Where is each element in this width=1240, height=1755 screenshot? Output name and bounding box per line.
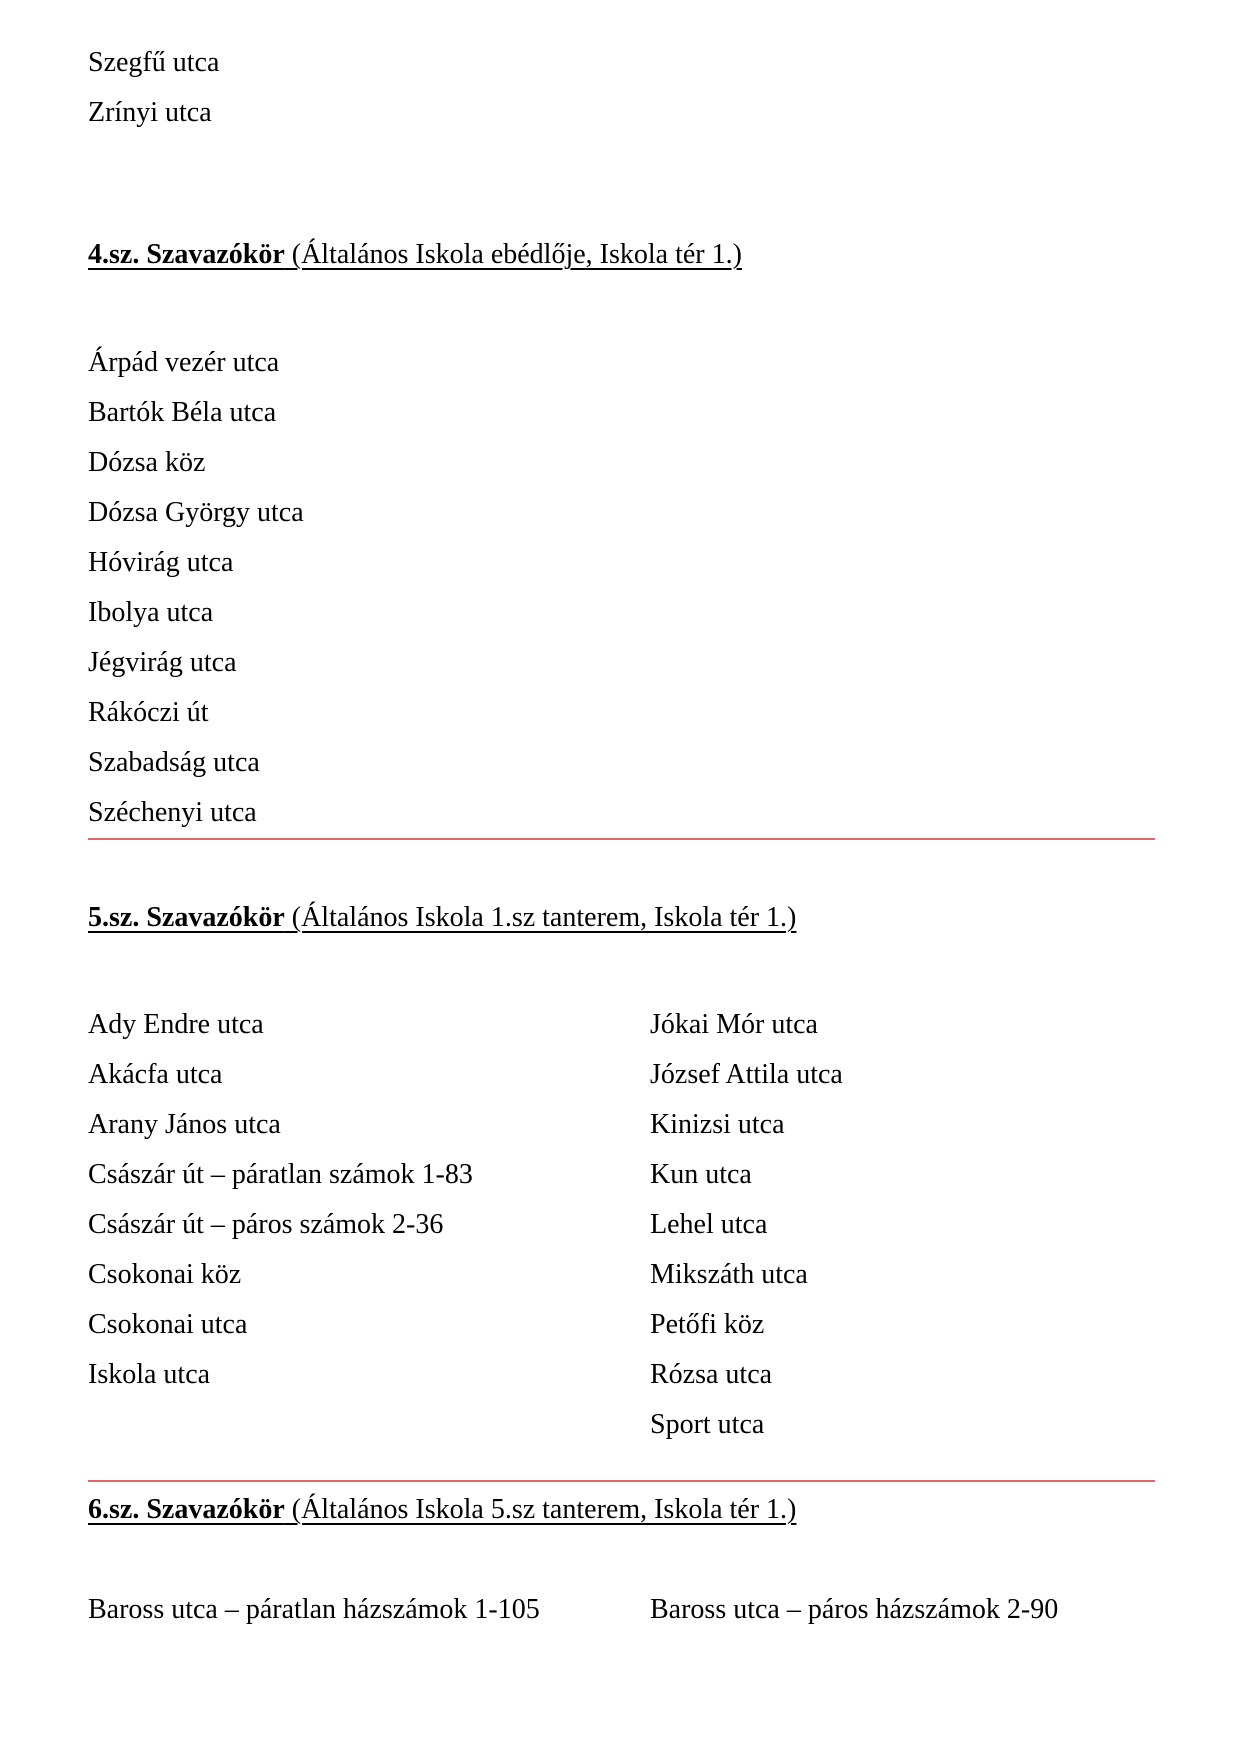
street-item: Bartók Béla utca — [88, 397, 277, 428]
section-title-location: (Általános Iskola ebédlője, Iskola tér 1.) — [284, 239, 742, 270]
section-title-location: (Általános Iskola 1.sz tanterem, Iskola tér 1.) — [284, 902, 797, 933]
street-columns-section-6 — [88, 1585, 1155, 1635]
street-columns-section-5 — [88, 1000, 1155, 1450]
section-divider — [88, 838, 1155, 840]
street-column-right — [650, 1585, 1155, 1635]
section-title-bold: 4.sz. Szavazókör — [88, 239, 285, 270]
section-heading-4 — [88, 230, 1155, 280]
street-item: Rózsa utca — [650, 1359, 773, 1390]
street-item: Dózsa György utca — [88, 497, 304, 528]
section-title-bold: 6.sz. Szavazókör — [88, 1494, 285, 1525]
street-item: Lehel utca — [650, 1209, 768, 1240]
street-column-left — [88, 1585, 650, 1635]
street-item: Iskola utca — [88, 1359, 211, 1390]
street-column-left — [88, 1000, 650, 1400]
street-item: József Attila utca — [650, 1059, 843, 1090]
street-item: Petőfi köz — [650, 1309, 765, 1340]
street-list-section-4 — [88, 338, 1155, 838]
street-item: Rákóczi út — [88, 697, 209, 728]
street-item: Ady Endre utca — [88, 1009, 264, 1040]
street-item: Zrínyi utca — [88, 97, 212, 128]
street-item: Szegfű utca — [88, 47, 220, 78]
street-item: Baross utca – páratlan házszámok 1-105 — [88, 1594, 540, 1625]
street-item: Mikszáth utca — [650, 1259, 808, 1290]
street-item: Dózsa köz — [88, 447, 206, 478]
street-item: Csokonai köz — [88, 1259, 242, 1290]
section-divider — [88, 1480, 1155, 1482]
street-item: Széchenyi utca — [88, 797, 257, 828]
street-item: Császár út – páros számok 2-36 — [88, 1209, 444, 1240]
section-title-bold: 5.sz. Szavazókör — [88, 902, 285, 933]
section-heading-5 — [88, 893, 1155, 943]
street-item: Csokonai utca — [88, 1309, 248, 1340]
street-item: Árpád vezér utca — [88, 347, 280, 378]
street-item: Jégvirág utca — [88, 647, 237, 678]
street-item: Kinizsi utca — [650, 1109, 785, 1140]
section-heading-6 — [88, 1485, 1155, 1535]
street-item: Ibolya utca — [88, 597, 214, 628]
street-item: Arany János utca — [88, 1109, 281, 1140]
street-column-right — [650, 1000, 1155, 1450]
street-item: Kun utca — [650, 1159, 752, 1190]
street-item: Sport utca — [650, 1409, 765, 1440]
street-item: Baross utca – páros házszámok 2-90 — [650, 1594, 1059, 1625]
street-item: Császár út – páratlan számok 1-83 — [88, 1159, 473, 1190]
street-item: Szabadság utca — [88, 747, 260, 778]
section-title-location: (Általános Iskola 5.sz tanterem, Iskola tér 1.) — [284, 1494, 797, 1525]
street-item: Jókai Mór utca — [650, 1009, 818, 1040]
street-item: Hóvirág utca — [88, 547, 234, 578]
street-item: Akácfa utca — [88, 1059, 223, 1090]
